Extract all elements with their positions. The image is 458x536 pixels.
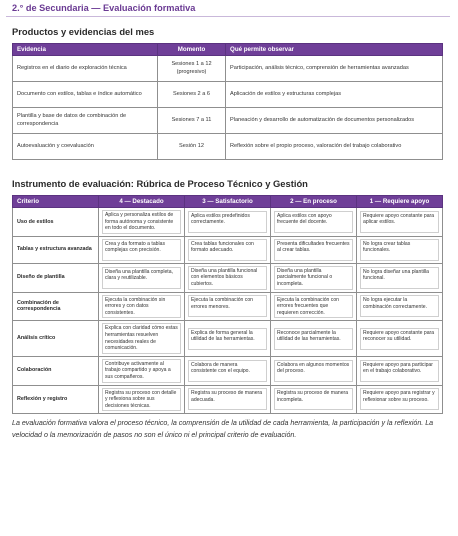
rubric-descriptor: No logra diseñar una plantilla funcional. (360, 267, 439, 289)
rubric-row (13, 208, 443, 237)
heading-divider (6, 16, 450, 17)
rubric-descriptor: Ejecuta la combinación sin errores y con datos consistentes. (102, 295, 181, 319)
rubric-descriptor: Registra su proceso de manera adecuada. (188, 388, 267, 410)
table-cell: Reflexión sobre el propio proceso, valoración del trabajo colaborativo (226, 134, 443, 160)
rubric-cell (99, 385, 185, 414)
rubric-table (12, 195, 443, 414)
rubric-descriptor: No logra ejecutar la combinación correctamente. (360, 295, 439, 317)
rubric-descriptor: Colabora en algunos momentos del proceso. (274, 360, 353, 382)
rubric-descriptor: Ejecuta la combinación con errores frecuentes que requieren corrección. (274, 295, 353, 319)
rubric-cell (271, 208, 357, 237)
rubric-descriptor: Reconoce parcialmente la utilidad de las herramientas. (274, 328, 353, 350)
table-cell: Sesiones 7 a 11 (158, 108, 226, 134)
rubric-cell (99, 321, 185, 356)
rubric-descriptor: Requiere apoyo constante para reconocer su utilidad. (360, 328, 439, 350)
level-2-col-header: 2 — En proceso (271, 196, 357, 208)
rubric-cell (271, 356, 357, 385)
table-cell: Sesión 12 (158, 134, 226, 160)
rubric-cell (185, 292, 271, 321)
level-4-col-header: 4 — Destacado (99, 196, 185, 208)
rubric-descriptor: Requiere apoyo para registrar y reflexionar sobre su proceso. (360, 388, 439, 410)
rubric-cell (99, 208, 185, 237)
rubric-descriptor: Aplica estilos con apoyo frecuente del docente. (274, 211, 353, 233)
rubric-descriptor: Diseña una plantilla funcional con elementos básicos cubiertos. (188, 266, 267, 290)
table-cell: Autoevaluación y coevaluación (13, 134, 158, 160)
rubric-descriptor: Registra su proceso de manera incompleta. (274, 388, 353, 410)
rubric-criterion: Tablas y estructura avanzada (13, 236, 99, 263)
rubric-descriptor: Diseña una plantilla completa, clara y reutilizable. (102, 267, 181, 289)
rubric-cell (99, 263, 185, 292)
rubric-row (13, 263, 443, 292)
rubric-criterion: Colaboración (13, 356, 99, 385)
criteria-col-header: Criterio (13, 196, 99, 208)
level-3-col-header: 3 — Satisfactorio (185, 196, 271, 208)
rubric-row (13, 321, 443, 356)
rubric-descriptor: Colabora de manera consistente con el equipo. (188, 360, 267, 382)
level-1-col-header: 1 — Requiere apoyo (357, 196, 443, 208)
table-cell: Sesiones 2 a 6 (158, 82, 226, 108)
observe-col-header: Qué permite observar (226, 44, 443, 56)
rubric-descriptor: No logra crear tablas funcionales. (360, 239, 439, 261)
rubric-row (13, 292, 443, 321)
table-row (13, 82, 443, 108)
rubric-descriptor: Explica de forma general la utilidad de las herramientas. (188, 328, 267, 350)
rubric-cell (185, 356, 271, 385)
rubric-criterion: Combinación de correspondencia (13, 292, 99, 321)
rubric-descriptor: Aplica estilos predefinidos correctamente. (188, 211, 267, 233)
rubric-section-title: Instrumento de evaluación: Rúbrica de Proceso Técnico y Gestión (12, 178, 308, 189)
rubric-cell (357, 292, 443, 321)
table-cell: Documento con estilos, tablas e índice automático (13, 82, 158, 108)
evidence-table (12, 43, 443, 160)
table-row (13, 134, 443, 160)
rubric-criterion: Reflexión y registro (13, 385, 99, 414)
rubric-cell (271, 292, 357, 321)
rubric-descriptor: Requiere apoyo constante para aplicar estilos. (360, 211, 439, 233)
evidence-header-row (13, 44, 443, 56)
rubric-cell (185, 263, 271, 292)
rubric-row (13, 356, 443, 385)
rubric-descriptor: Crea tablas funcionales con formato adecuado. (188, 239, 267, 261)
rubric-cell (99, 236, 185, 263)
rubric-cell (357, 385, 443, 414)
table-row (13, 56, 443, 82)
rubric-criterion: Uso de estilos (13, 208, 99, 237)
table-cell: Planeación y desarrollo de automatización de documentos personalizados (226, 108, 443, 134)
rubric-cell (185, 385, 271, 414)
rubric-row (13, 385, 443, 414)
evidence-col-header: Evidencia (13, 44, 158, 56)
evaluation-note: La evaluación formativa valora el proceso técnico, la comprensión de la utilidad de cada herramienta, la participación y la reflexión. La velocidad o la memorización de pasos no son el único ni el principal criterio de evaluación. (12, 419, 434, 439)
rubric-descriptor: Crea y da formato a tablas complejas con precisión. (102, 239, 181, 261)
rubric-descriptor: Contribuye activamente al trabajo compartido y apoya a sus compañeros. (102, 359, 181, 383)
rubric-descriptor: Registra su proceso con detalle y reflexiona sobre sus decisiones técnicas. (102, 388, 181, 412)
rubric-cell (357, 356, 443, 385)
rubric-descriptor: Aplica y personaliza estilos de forma autónoma y consistente en todo el documento. (102, 210, 181, 234)
table-cell: Participación, análisis técnico, comprensión de herramientas avanzadas (226, 56, 443, 82)
rubric-cell (271, 321, 357, 356)
table-cell: Sesiones 1 a 12 (progresivo) (158, 56, 226, 82)
rubric-criterion: Análisis crítico (13, 321, 99, 356)
table-cell: Aplicación de estilos y estructuras complejas (226, 82, 443, 108)
table-cell: Registros en el diario de exploración técnica (13, 56, 158, 82)
rubric-cell (357, 263, 443, 292)
rubric-criterion: Diseño de plantilla (13, 263, 99, 292)
table-row (13, 108, 443, 134)
rubric-descriptor: Explica con claridad cómo estas herramientas resuelven necesidades reales de comunicación. (102, 323, 181, 353)
rubric-cell (185, 321, 271, 356)
page-heading: 2.° de Secundaria — Evaluación formativa (12, 3, 196, 13)
rubric-row (13, 236, 443, 263)
document-page (12, 0, 442, 441)
moment-col-header: Momento (158, 44, 226, 56)
rubric-descriptor: Requiere apoyo para participar en el trabajo colaborativo. (360, 360, 439, 382)
rubric-cell (271, 263, 357, 292)
rubric-cell (357, 208, 443, 237)
rubric-cell (99, 292, 185, 321)
rubric-header-row (13, 196, 443, 208)
rubric-descriptor: Ejecuta la combinación con errores menores. (188, 295, 267, 317)
rubric-cell (271, 385, 357, 414)
rubric-cell (185, 208, 271, 237)
rubric-cell (99, 356, 185, 385)
rubric-descriptor: Presenta dificultades frecuentes al crear tablas. (274, 239, 353, 261)
rubric-cell (185, 236, 271, 263)
rubric-cell (357, 236, 443, 263)
rubric-cell (357, 321, 443, 356)
rubric-cell (271, 236, 357, 263)
rubric-descriptor: Diseña una plantilla parcialmente funcional o incompleta. (274, 266, 353, 290)
evidence-section-title: Productos y evidencias del mes (12, 26, 155, 37)
table-cell: Plantilla y base de datos de combinación de correspondencia (13, 108, 158, 134)
